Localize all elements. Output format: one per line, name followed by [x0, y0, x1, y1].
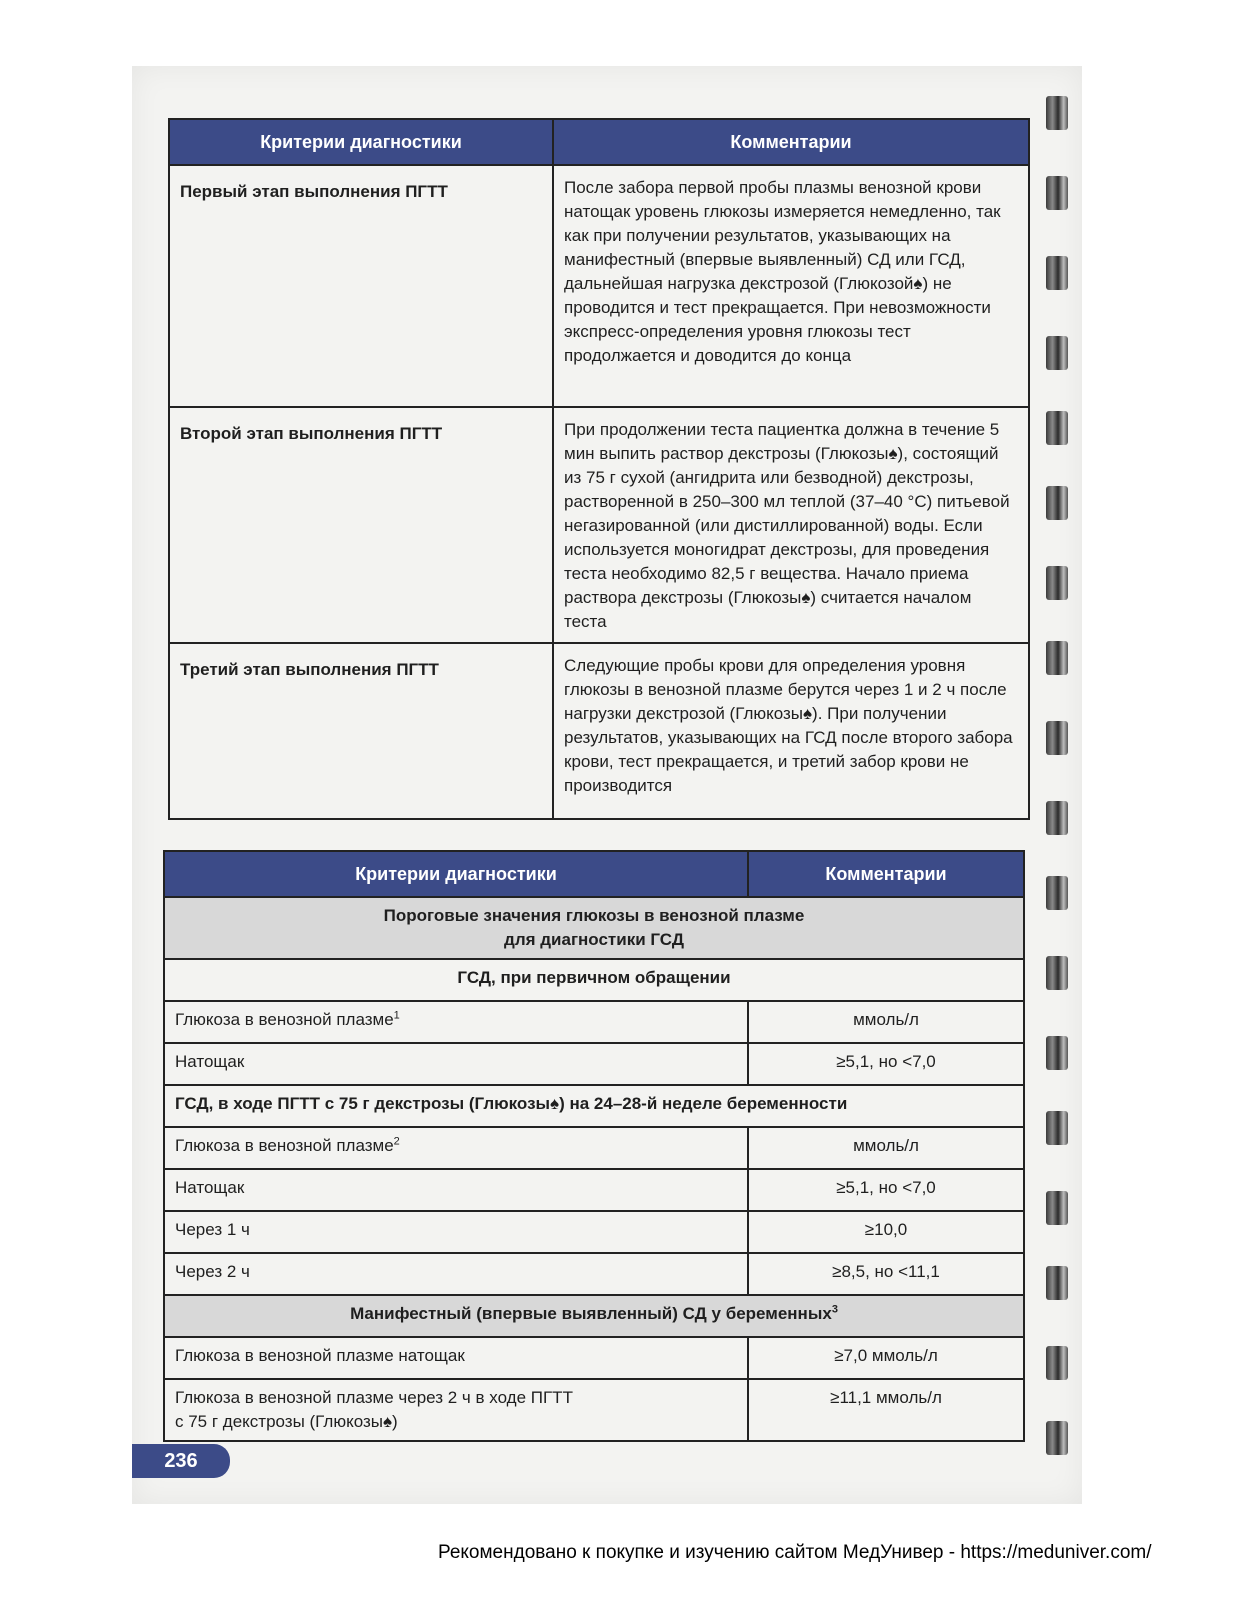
spiral-coil [1046, 1346, 1068, 1380]
gsd-pgtt-2h-value: ≥8,5, но <11,1 [748, 1253, 1024, 1295]
spiral-coil [1046, 411, 1068, 445]
spiral-coil [1046, 1421, 1068, 1455]
spiral-coil [1046, 176, 1068, 210]
footer-recommendation: Рекомендовано к покупке и изучению сайтом МедУнивер - https://meduniver.com/ [438, 1542, 1152, 1563]
gsd-pgtt-unit: ммоль/л [748, 1127, 1024, 1169]
header-criteria: Критерии диагностики [164, 851, 748, 897]
table-row [169, 407, 1029, 643]
table-row [169, 643, 1029, 819]
pgtt-stages-table [168, 118, 1030, 820]
section-title-line-2: для диагностики ГСД [504, 930, 684, 949]
spiral-binding [1032, 66, 1082, 1504]
gsd-primary-fasting-value: ≥5,1, но <7,0 [748, 1043, 1024, 1085]
table-row [164, 1211, 1024, 1253]
table-row [164, 1085, 1024, 1127]
spiral-coil [1046, 336, 1068, 370]
header-comments: Комментарии [553, 119, 1029, 165]
section-title-line-1: Пороговые значения глюкозы в венозной плазме [383, 906, 805, 925]
header-comments: Комментарии [748, 851, 1024, 897]
spiral-coil [1046, 1266, 1068, 1300]
spiral-coil [1046, 721, 1068, 755]
spiral-coil [1046, 1111, 1068, 1145]
footnote-ref: 1 [393, 1009, 400, 1022]
gsd-primary-label [164, 1001, 748, 1043]
gsd-primary-unit: ммоль/л [748, 1001, 1024, 1043]
table-header-row [164, 851, 1024, 897]
gsd-primary-fasting-label: Натощак [164, 1043, 748, 1085]
manifest-title [164, 1295, 1024, 1337]
spiral-coil [1046, 256, 1068, 290]
page-number: 236 [132, 1444, 230, 1478]
table-row [164, 1337, 1024, 1379]
gsd-pgtt-title: ГСД, в ходе ПГТТ с 75 г декстрозы (Глюкозы♠) на 24–28-й неделе беременности [164, 1085, 1024, 1127]
manifest-fasting-value: ≥7,0 ммоль/л [748, 1337, 1024, 1379]
gsd-pgtt-1h-label: Через 1 ч [164, 1211, 748, 1253]
table-row [164, 959, 1024, 1001]
manifest-title-text: Манифестный (впервые выявленный) СД у беременных [350, 1304, 832, 1323]
spiral-coil [1046, 486, 1068, 520]
section-title [164, 897, 1024, 959]
table-row [164, 1043, 1024, 1085]
stage-2-comment: При продолжении теста пациентка должна в течение 5 мин выпить раствор декстрозы (Глюкозы♠), состоящий из 75 г сухой (ангидрита или безводной) декстрозы, растворенной в 250–300 мл теплой (37–40 °С) питьевой негазированной (или дистиллированной) воды. Если используется моногидрат декстрозы, для проведения теста необходимо 82,5 г вещества. Начало приема раствора декстрозы (Глюкозы♠) считается началом теста [553, 407, 1029, 643]
gsd-pgtt-fasting-value: ≥5,1, но <7,0 [748, 1169, 1024, 1211]
glucose-threshold-table [163, 850, 1025, 1442]
spiral-coil [1046, 1036, 1068, 1070]
spiral-coil [1046, 641, 1068, 675]
spiral-coil [1046, 956, 1068, 990]
footnote-ref: 3 [831, 1303, 838, 1316]
manifest-fasting-label: Глюкоза в венозной плазме натощак [164, 1337, 748, 1379]
stage-1-label: Первый этап выполнения ПГТТ [169, 165, 553, 407]
table-row [164, 1001, 1024, 1043]
manifest-pgtt-value: ≥11,1 ммоль/л [748, 1379, 1024, 1441]
gsd-pgtt-fasting-label: Натощак [164, 1169, 748, 1211]
stage-1-comment: После забора первой пробы плазмы венозной крови натощак уровень глюкозы измеряется немедленно, так как при получении результатов, указывающих на манифестный (впервые выявленный) СД или ГСД, дальнейшая нагрузка декстрозой (Глюкозой♠) не проводится и тест прекращается. При невозможности экспресс-определения уровня глюкозы тест продолжается и доводится до конца [553, 165, 1029, 407]
spiral-coil [1046, 1191, 1068, 1225]
header-criteria: Критерии диагностики [169, 119, 553, 165]
gsd-primary-title: ГСД, при первичном обращении [164, 959, 1024, 1001]
spiral-coil [1046, 801, 1068, 835]
table-row [164, 897, 1024, 959]
gsd-primary-label-text: Глюкоза в венозной плазме [175, 1010, 394, 1029]
table-row [169, 165, 1029, 407]
manifest-pgtt-label [164, 1379, 748, 1441]
table-row [164, 1295, 1024, 1337]
table-row [164, 1127, 1024, 1169]
gsd-pgtt-label [164, 1127, 748, 1169]
spiral-coil [1046, 566, 1068, 600]
stage-3-comment: Следующие пробы крови для определения уровня глюкозы в венозной плазме берутся через 1 и 2 ч после нагрузки декстрозой (Глюкозы♠). При получении результатов, указывающих на ГСД после второго забора крови, тест прекращается, и третий забор крови не производится [553, 643, 1029, 819]
manifest-pgtt-label-line-1: Глюкоза в венозной плазме через 2 ч в ходе ПГТТ [175, 1388, 573, 1407]
table-row [164, 1253, 1024, 1295]
gsd-pgtt-1h-value: ≥10,0 [748, 1211, 1024, 1253]
stage-2-label: Второй этап выполнения ПГТТ [169, 407, 553, 643]
table-row [164, 1379, 1024, 1441]
gsd-pgtt-2h-label: Через 2 ч [164, 1253, 748, 1295]
stage-3-label: Третий этап выполнения ПГТТ [169, 643, 553, 819]
table-header-row [169, 119, 1029, 165]
spiral-coil [1046, 876, 1068, 910]
table-row [164, 1169, 1024, 1211]
manifest-pgtt-label-line-2: с 75 г декстрозы (Глюкозы♠) [175, 1412, 398, 1431]
gsd-pgtt-label-text: Глюкоза в венозной плазме [175, 1136, 394, 1155]
footnote-ref: 2 [393, 1135, 400, 1148]
spiral-coil [1046, 96, 1068, 130]
